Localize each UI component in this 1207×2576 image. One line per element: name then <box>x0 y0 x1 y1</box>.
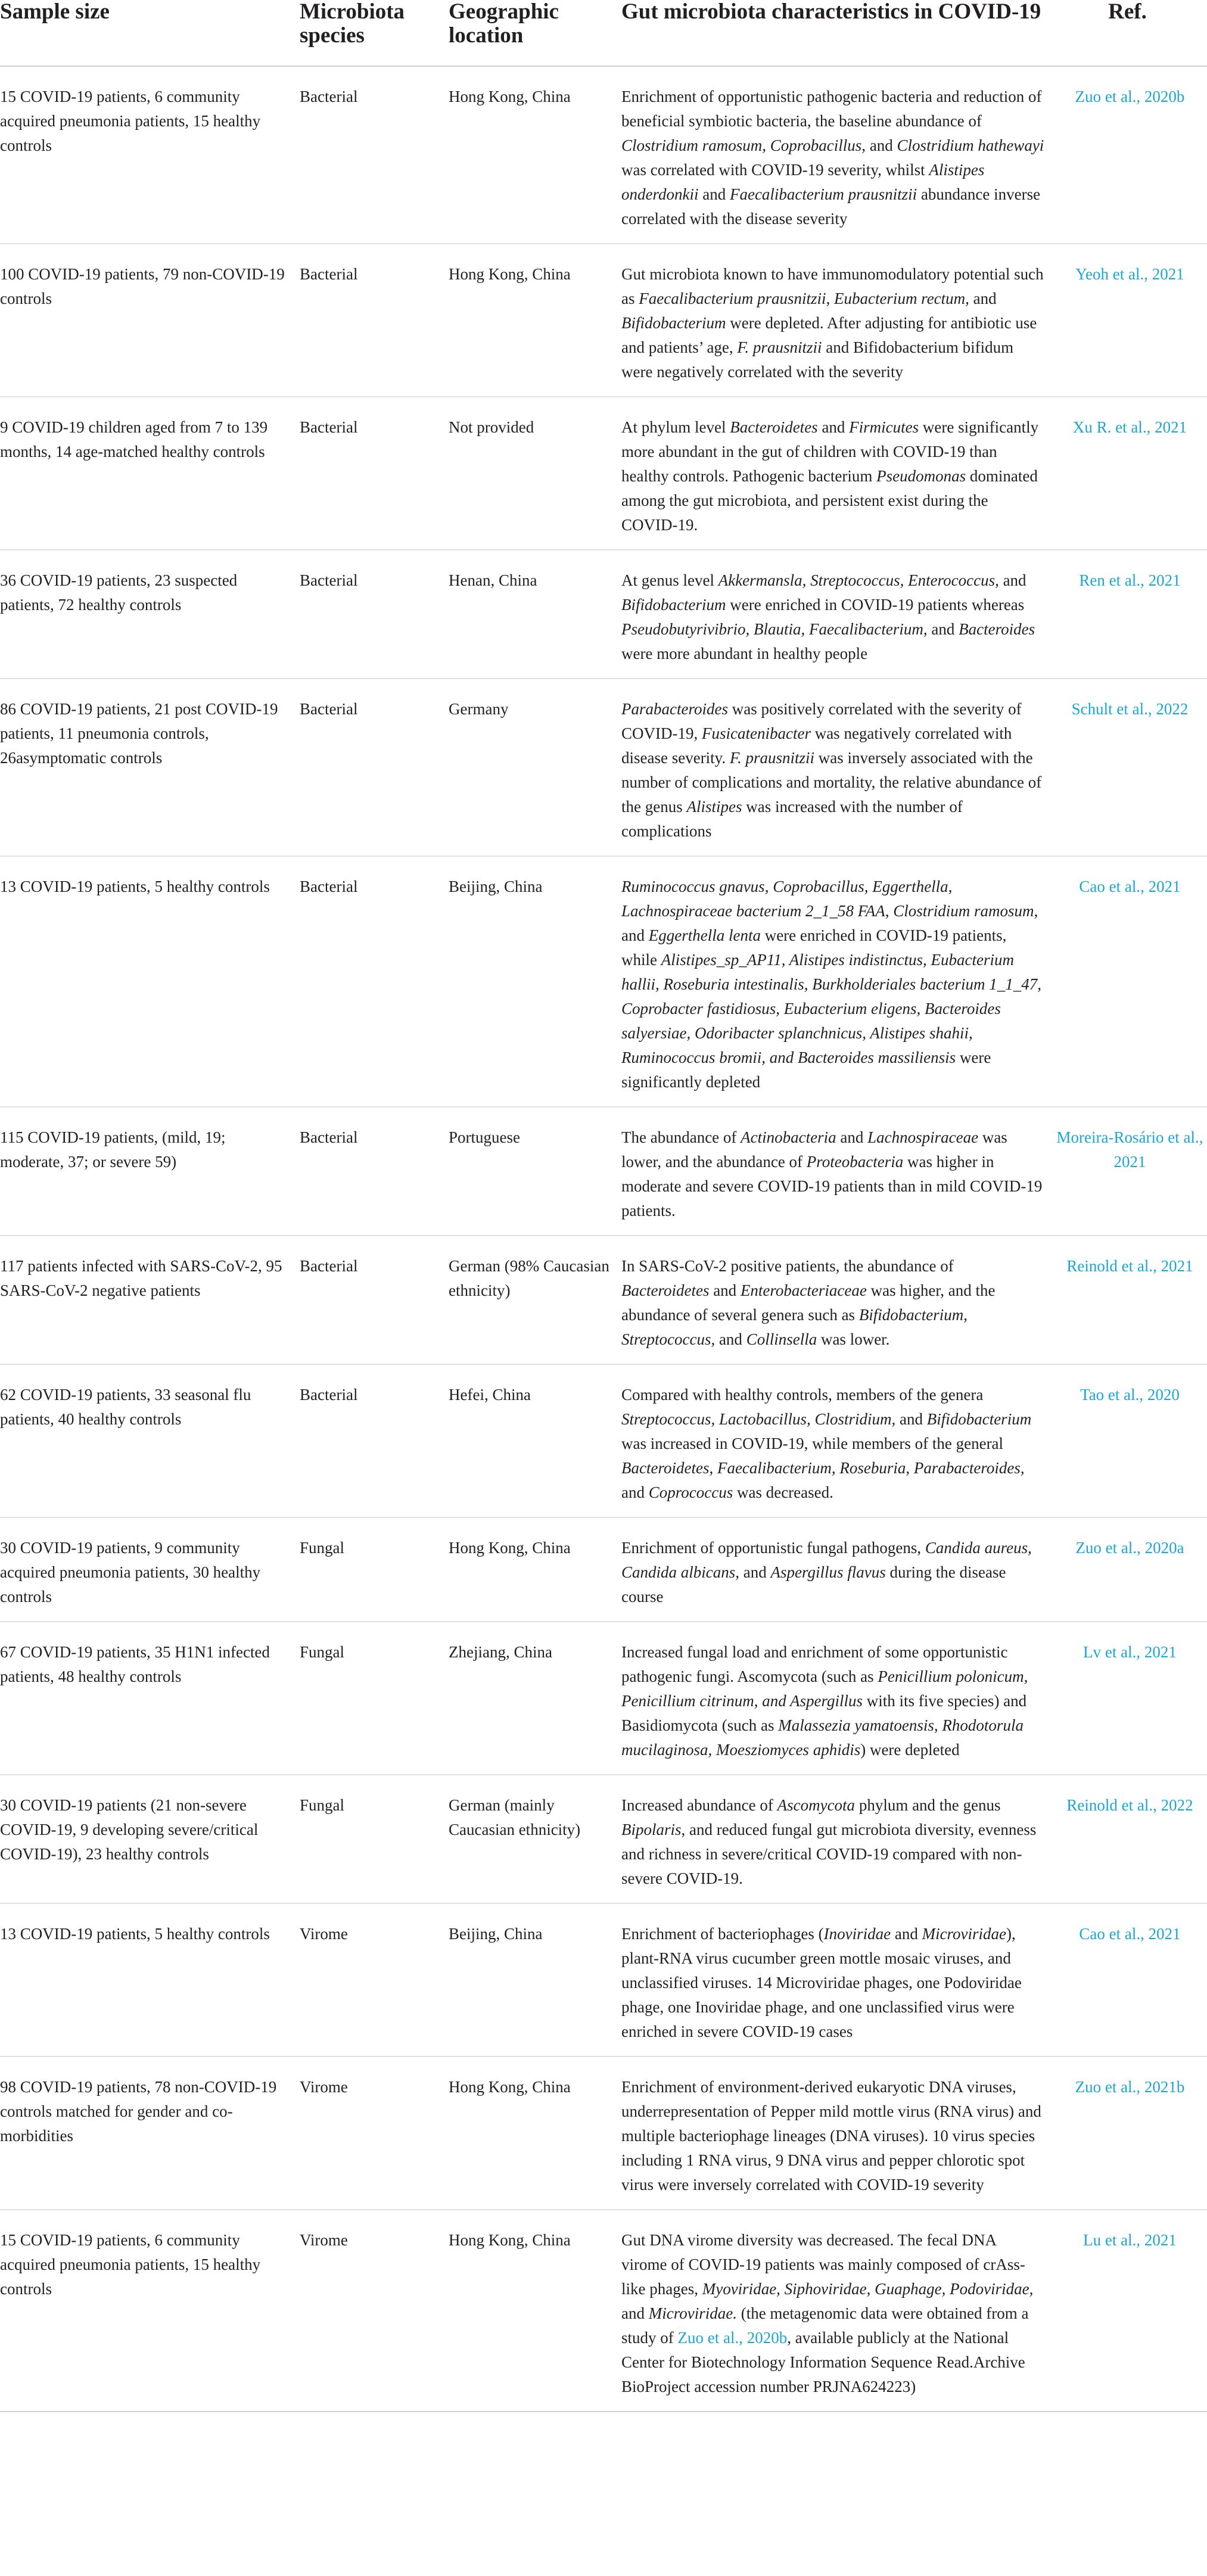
characteristics-text: phylum and the genus <box>855 1796 1001 1814</box>
characteristics-text: was lower, and the abundance of <box>621 1128 1007 1171</box>
characteristics-text: and <box>621 1483 649 1501</box>
table-row <box>0 1107 1207 1236</box>
taxon-name: Ascomycota <box>777 1796 856 1814</box>
characteristics-text: Enrichment of environment-derived eukaryotic DNA viruses, underrepresentation of Pepper mild mottle virus (RNA virus) and multiple bacteriophage lineages (DNA viruses). 10 virus species including 1 RNA virus, 9 DNA virus and pepper chlorotic spot virus were inversely correlated with COVID-19 severity <box>621 2078 1041 2194</box>
table-row <box>0 66 1207 244</box>
reference-link[interactable]: Zuo et al., 2021b <box>1053 2057 1207 2210</box>
characteristics-text: At phylum level <box>621 418 730 436</box>
characteristics-text: were more abundant in healthy people <box>621 645 868 662</box>
header-row <box>0 0 1207 66</box>
characteristics-text: were enriched in COVID-19 patients, while <box>621 926 1007 969</box>
characteristics-text: was inversely associated with the number of complications and mortality, the relative abundance of the genus <box>621 749 1042 816</box>
taxon-name: Pseudomonas <box>876 467 966 485</box>
table-row <box>0 1903 1207 2057</box>
characteristics-cell <box>621 679 1053 856</box>
table-row <box>0 2210 1207 2412</box>
characteristics-text: was higher, and the abundance of several genera such as <box>621 1281 996 1324</box>
table-row <box>0 1364 1207 1517</box>
taxon-name: Bifidobacterium <box>621 314 726 332</box>
characteristics-text: was higher in moderate and severe COVID-19 patients than in mild COVID-19 patients. <box>621 1153 1043 1219</box>
characteristics-text: , and reduced fungal gut microbiota diversity, evenness and richness in severe/critical COVID-19 compared with non-severe COVID-19. <box>621 1821 1037 1887</box>
taxon-name: Proteobacteria <box>806 1153 904 1171</box>
characteristics-text: were significantly depleted <box>621 1049 991 1091</box>
characteristics-cell <box>621 1236 1053 1364</box>
sample-size-cell: 62 COVID-19 patients, 33 seasonal flu patients, 40 healthy controls <box>0 1364 300 1517</box>
characteristics-text: was correlated with COVID-19 severity, whilst <box>621 161 929 179</box>
microbiota-species-cell: Virome <box>300 2057 449 2210</box>
reference-link[interactable]: Moreira-Rosário et al., 2021 <box>1053 1107 1207 1236</box>
reference-link[interactable]: Yeoh et al., 2021 <box>1053 244 1207 397</box>
characteristics-text: and <box>698 185 730 203</box>
geographic-location-cell: Henan, China <box>449 550 621 679</box>
characteristics-text: was negatively correlated with disease severity. <box>621 724 1012 767</box>
taxon-name: Alistipes_sp_AP11, Alistipes indistinctus, Eubacterium hallii, Roseburia intestinalis, Burkholderiales bacterium 1_1_47, Coprobacter fastidiosus, Eubacterium eligens, Bacteroides salyersiae, Odoribacter splanchnicus, Alistipes shahii, Ruminococcus bromii, and Bacteroides massiliensis <box>621 951 1041 1066</box>
taxon-name: Aspergillus flavus <box>770 1563 886 1581</box>
characteristics-text: were depleted. After adjusting for antibiotic use and patients’ age, <box>621 314 1037 356</box>
characteristics-text: was increased with the number of complications <box>621 798 963 840</box>
characteristics-text: , available publicly at the National Center for Biotechnology Information Sequence Read.Archive BioProject accession number PRJNA624223) <box>621 2329 1025 2395</box>
table-row <box>0 244 1207 397</box>
characteristics-text: and <box>709 1281 741 1299</box>
taxon-name: Bipolaris <box>621 1821 682 1838</box>
characteristics-text: was decreased. <box>733 1483 833 1501</box>
taxon-name: F. prausnitzii <box>729 749 814 767</box>
characteristics-cell <box>621 856 1053 1107</box>
characteristics-text: was increased in COVID-19, while members of the general <box>621 1435 1004 1452</box>
header-ref: Ref. <box>1053 0 1207 66</box>
taxon-name: Collinsella <box>746 1330 817 1348</box>
geographic-location-cell: Hong Kong, China <box>449 2057 621 2210</box>
taxon-name: Ruminococcus gnavus, Coprobacillus, Eggerthella, Lachnospiraceae bacterium 2_1_58 FAA, Clostridium ramosum, <box>621 878 1038 920</box>
reference-link[interactable]: Zuo et al., 2020b <box>1075 88 1185 105</box>
taxon-name: Actinobacteria <box>741 1128 836 1146</box>
sample-size-cell: 15 COVID-19 patients, 6 community acquired pneumonia patients, 15 healthy controls <box>0 88 261 154</box>
characteristics-cell <box>621 2210 1053 2412</box>
taxon-name: Lachnospiraceae <box>867 1128 979 1146</box>
characteristics-text: and <box>891 1925 922 1943</box>
characteristics-text: and <box>739 1563 771 1581</box>
geographic-location-cell: Hefei, China <box>449 1364 621 1517</box>
reference-link[interactable]: Lv et al., 2021 <box>1053 1622 1207 1775</box>
sample-size-cell: 30 COVID-19 patients (21 non-severe COVID-19, 9 developing severe/critical COVID-19), 23 healthy controls <box>0 1775 300 1903</box>
geographic-location-cell: Beijing, China <box>449 856 621 1107</box>
taxon-name: Myoviridae, Siphoviridae, Guaphage, Podoviridae, <box>702 2280 1034 2298</box>
taxon-name: Akkermansla, Streptococcus, Enterococcus, <box>718 571 999 589</box>
table-row <box>0 856 1207 1107</box>
taxon-name: Bifidobacterium <box>926 1410 1032 1428</box>
characteristics-text: and <box>621 2304 649 2322</box>
geographic-location-cell: German (mainly Caucasian ethnicity) <box>449 1775 621 1903</box>
characteristics-text: ), plant-RNA virus cucumber green mottle mosaic viruses, and unclassified viruses. 14 Microviridae phages, one Podoviridae phage, one Inoviridae phage, and one unclassified virus were enriched in severe COVID-19 cases <box>621 1925 1022 2040</box>
taxon-name: Candida aureus, Candida albicans, <box>621 1539 1032 1581</box>
characteristics-cell <box>621 397 1053 550</box>
taxon-name: Alistipes onderdonkii <box>621 161 985 203</box>
taxon-name: Eggerthella lenta <box>648 926 761 944</box>
characteristics-text: Enrichment of opportunistic pathogenic bacteria and reduction of beneficial symbiotic bacteria, the baseline abundance of <box>621 88 1042 130</box>
taxon-name: Pseudobutyrivibrio, Blautia, Faecalibacterium, <box>621 620 928 638</box>
microbiota-species-cell: Fungal <box>300 1517 449 1622</box>
taxon-name: Coprococcus <box>648 1483 733 1501</box>
taxon-name: Faecalibacterium prausnitzii <box>729 185 917 203</box>
characteristics-text: and <box>927 620 959 638</box>
taxon-name: Parabacteroides <box>621 700 728 718</box>
reference-link[interactable]: Cao et al., 2021 <box>1053 1903 1207 2057</box>
microbiota-species-cell: Bacterial <box>300 397 449 550</box>
geographic-location-cell: Portuguese <box>449 1107 621 1236</box>
characteristics-text: Increased fungal load and enrichment of some opportunistic pathogenic fungi. Ascomycota (such as <box>621 1643 1008 1685</box>
microbiota-species-cell: Fungal <box>300 1622 449 1775</box>
sample-size-cell: 98 COVID-19 patients, 78 non-COVID-19 controls matched for gender and co-morbidities <box>0 2057 300 2210</box>
characteristics-cell <box>621 1364 1053 1517</box>
table-row <box>0 1236 1207 1364</box>
characteristics-text: Enrichment of bacteriophages ( <box>621 1925 824 1943</box>
microbiota-species-cell: Bacterial <box>300 88 358 105</box>
taxon-name: Alistipes <box>686 798 742 816</box>
characteristics-text: and <box>969 290 997 307</box>
characteristics-cell <box>621 550 1053 679</box>
characteristics-cell <box>621 1903 1053 2057</box>
taxon-name: Clostridium ramosum, Coprobacillus, <box>621 136 866 154</box>
sample-size-cell: 117 patients infected with SARS-CoV-2, 95 SARS-CoV-2 negative patients <box>0 1236 300 1364</box>
reference-link[interactable]: Schult et al., 2022 <box>1053 679 1207 856</box>
sample-size-cell: 9 COVID-19 children aged from 7 to 139 months, 14 age-matched healthy controls <box>0 397 300 550</box>
geographic-location-cell: Hong Kong, China <box>449 2210 621 2412</box>
microbiota-species-cell: Bacterial <box>300 550 449 679</box>
characteristics-cell <box>621 66 1053 244</box>
characteristics-text: The abundance of <box>621 1128 741 1146</box>
taxon-name: Bacteroidetes <box>730 418 818 436</box>
taxon-name: Fusicatenibacter <box>702 724 811 742</box>
reference-link[interactable]: Xu R. et al., 2021 <box>1053 397 1207 550</box>
microbiota-species-cell: Virome <box>300 1903 449 2057</box>
characteristics-text: was positively correlated with the severity of COVID-19, <box>621 700 1022 742</box>
characteristics-text: and Bifidobacterium bifidum were negatively correlated with the severity <box>621 338 1014 381</box>
microbiota-species-cell: Fungal <box>300 1775 449 1903</box>
sample-size-cell: 15 COVID-19 patients, 6 community acquired pneumonia patients, 15 healthy controls <box>0 2210 300 2412</box>
characteristics-text: Increased abundance of <box>621 1796 777 1814</box>
citation-link[interactable]: Zuo et al., 2020b <box>677 2329 788 2347</box>
header-characteristics: Gut microbiota characteristics in COVID-19 <box>621 0 1053 66</box>
characteristics-text: and <box>817 418 850 436</box>
header-sample-size: Sample size <box>0 0 300 66</box>
characteristics-text: were significantly more abundant in the gut of children with COVID-19 than healthy controls. Pathogenic bacterium <box>621 418 1039 485</box>
reference-link[interactable]: Tao et al., 2020 <box>1053 1364 1207 1517</box>
table-row <box>0 679 1207 856</box>
characteristics-text: and <box>866 136 897 154</box>
microbiota-species-cell: Virome <box>300 2210 449 2412</box>
taxon-name: Microviridae. <box>648 2304 737 2322</box>
microbiota-species-cell: Bacterial <box>300 1364 449 1517</box>
characteristics-text: (the metagenomic data were obtained from a study of <box>621 2304 1029 2347</box>
taxon-name: Bifidobacterium <box>621 596 726 614</box>
characteristics-text: abundance inverse correlated with the disease severity <box>621 185 1041 228</box>
sample-size-cell: 115 COVID-19 patients, (mild, 19; moderate, 37; or severe 59) <box>0 1107 300 1236</box>
characteristics-text: with its five species) and Basidiomycota (such as <box>621 1692 1027 1734</box>
sample-size-cell: 36 COVID-19 patients, 23 suspected patients, 72 healthy controls <box>0 550 300 679</box>
characteristics-text: Gut microbiota known to have immunomodulatory potential such as <box>621 265 1044 307</box>
microbiota-species-cell: Bacterial <box>300 1236 449 1364</box>
characteristics-text: and <box>998 571 1026 589</box>
taxon-name: Inoviridae <box>823 1925 891 1943</box>
taxon-name: Bifidobacterium, Streptococcus, <box>621 1306 968 1348</box>
table-row <box>0 550 1207 679</box>
taxon-name: F. prausnitzii <box>737 338 822 356</box>
characteristics-text: and <box>715 1330 746 1348</box>
characteristics-text: were enriched in COVID-19 patients whereas <box>726 596 1025 614</box>
microbiota-species-cell: Bacterial <box>300 679 449 856</box>
characteristics-text: ) were depleted <box>860 1741 960 1759</box>
taxon-name: Streptococcus, Lactobacillus, Clostridium, <box>621 1410 896 1428</box>
taxon-name: Malassezia yamatoensis, Rhodotorula mucilaginosa, Moesziomyces aphidis <box>621 1716 1024 1759</box>
characteristics-cell <box>621 1622 1053 1775</box>
characteristics-cell <box>621 244 1053 397</box>
reference-link[interactable]: Lu et al., 2021 <box>1053 2210 1207 2412</box>
table-row <box>0 2057 1207 2210</box>
characteristics-text: during the disease course <box>621 1563 1006 1606</box>
characteristics-text: was lower. <box>817 1330 890 1348</box>
taxon-name: Penicillium polonicum, Penicillium citrinum, and Aspergillus <box>621 1667 1028 1710</box>
reference-link[interactable]: Reinold et al., 2022 <box>1053 1775 1207 1903</box>
microbiota-species-cell: Bacterial <box>300 1107 449 1236</box>
taxon-name: Bacteroides <box>959 620 1035 638</box>
reference-link[interactable]: Cao et al., 2021 <box>1053 856 1207 1107</box>
characteristics-text: and <box>836 1128 868 1146</box>
characteristics-text: At genus level <box>621 571 718 589</box>
characteristics-text: Gut DNA virome diversity was decreased. The fecal DNA virome of COVID-19 patients was mainly composed of crAss-like phages, <box>621 2231 1025 2298</box>
table-body <box>0 66 1207 2412</box>
table-row <box>0 1775 1207 1903</box>
taxon-name: Enterobacteriaceae <box>740 1281 867 1299</box>
geographic-location-cell: Beijing, China <box>449 1903 621 2057</box>
reference-link[interactable]: Zuo et al., 2020a <box>1053 1517 1207 1622</box>
sample-size-cell: 13 COVID-19 patients, 5 healthy controls <box>0 1903 300 2057</box>
geographic-location-cell: Germany <box>449 679 621 856</box>
reference-link[interactable]: Reinold et al., 2021 <box>1053 1236 1207 1364</box>
microbiota-species-cell: Bacterial <box>300 244 449 397</box>
header-microbiota-species: Microbiota species <box>300 0 449 66</box>
sample-size-cell: 13 COVID-19 patients, 5 healthy controls <box>0 856 300 1107</box>
geographic-location-cell: Hong Kong, China <box>449 244 621 397</box>
characteristics-text: In SARS-CoV-2 positive patients, the abundance of <box>621 1257 954 1275</box>
geographic-location-cell: Not provided <box>449 397 621 550</box>
geographic-location-cell: Hong Kong, China <box>449 1517 621 1622</box>
characteristics-text: and <box>895 1410 927 1428</box>
table-row <box>0 1517 1207 1622</box>
characteristics-text: dominated among the gut microbiota, and persistent exist during the COVID-19. <box>621 467 1038 534</box>
taxon-name: Firmicutes <box>849 418 919 436</box>
characteristics-text: Enrichment of opportunistic fungal pathogens, <box>621 1539 925 1557</box>
characteristics-cell <box>621 1517 1053 1622</box>
geographic-location-cell: German (98% Caucasian ethnicity) <box>449 1236 621 1364</box>
taxon-name: Bacteroidetes <box>621 1281 710 1299</box>
sample-size-cell: 67 COVID-19 patients, 35 H1N1 infected patients, 48 healthy controls <box>0 1622 300 1775</box>
taxon-name: Bacteroidetes, Faecalibacterium, Roseburia, Parabacteroides, <box>621 1459 1025 1477</box>
characteristics-text: and <box>621 926 649 944</box>
geographic-location-cell: Hong Kong, China <box>449 88 571 105</box>
reference-link[interactable]: Ren et al., 2021 <box>1053 550 1207 679</box>
characteristics-cell <box>621 2057 1053 2210</box>
characteristics-text: Compared with healthy controls, members of the genera <box>621 1386 984 1404</box>
table-header <box>0 0 1207 66</box>
characteristics-cell <box>621 1775 1053 1903</box>
sample-size-cell: 100 COVID-19 patients, 79 non-COVID-19 controls <box>0 244 300 397</box>
sample-size-cell: 30 COVID-19 patients, 9 community acquired pneumonia patients, 30 healthy controls <box>0 1517 300 1622</box>
taxon-name: Faecalibacterium prausnitzii, Eubacterium rectum, <box>639 290 969 307</box>
table-row <box>0 397 1207 550</box>
table-row <box>0 1622 1207 1775</box>
microbiota-species-cell: Bacterial <box>300 856 449 1107</box>
taxon-name: Clostridium hathewayi <box>897 136 1044 154</box>
characteristics-cell <box>621 1107 1053 1236</box>
taxon-name: Microviridae <box>922 1925 1007 1943</box>
header-geographic-location: Geographic location <box>449 0 621 66</box>
geographic-location-cell: Zhejiang, China <box>449 1622 621 1775</box>
sample-size-cell: 86 COVID-19 patients, 21 post COVID-19 patients, 11 pneumonia controls, 26asymptomatic controls <box>0 679 300 856</box>
